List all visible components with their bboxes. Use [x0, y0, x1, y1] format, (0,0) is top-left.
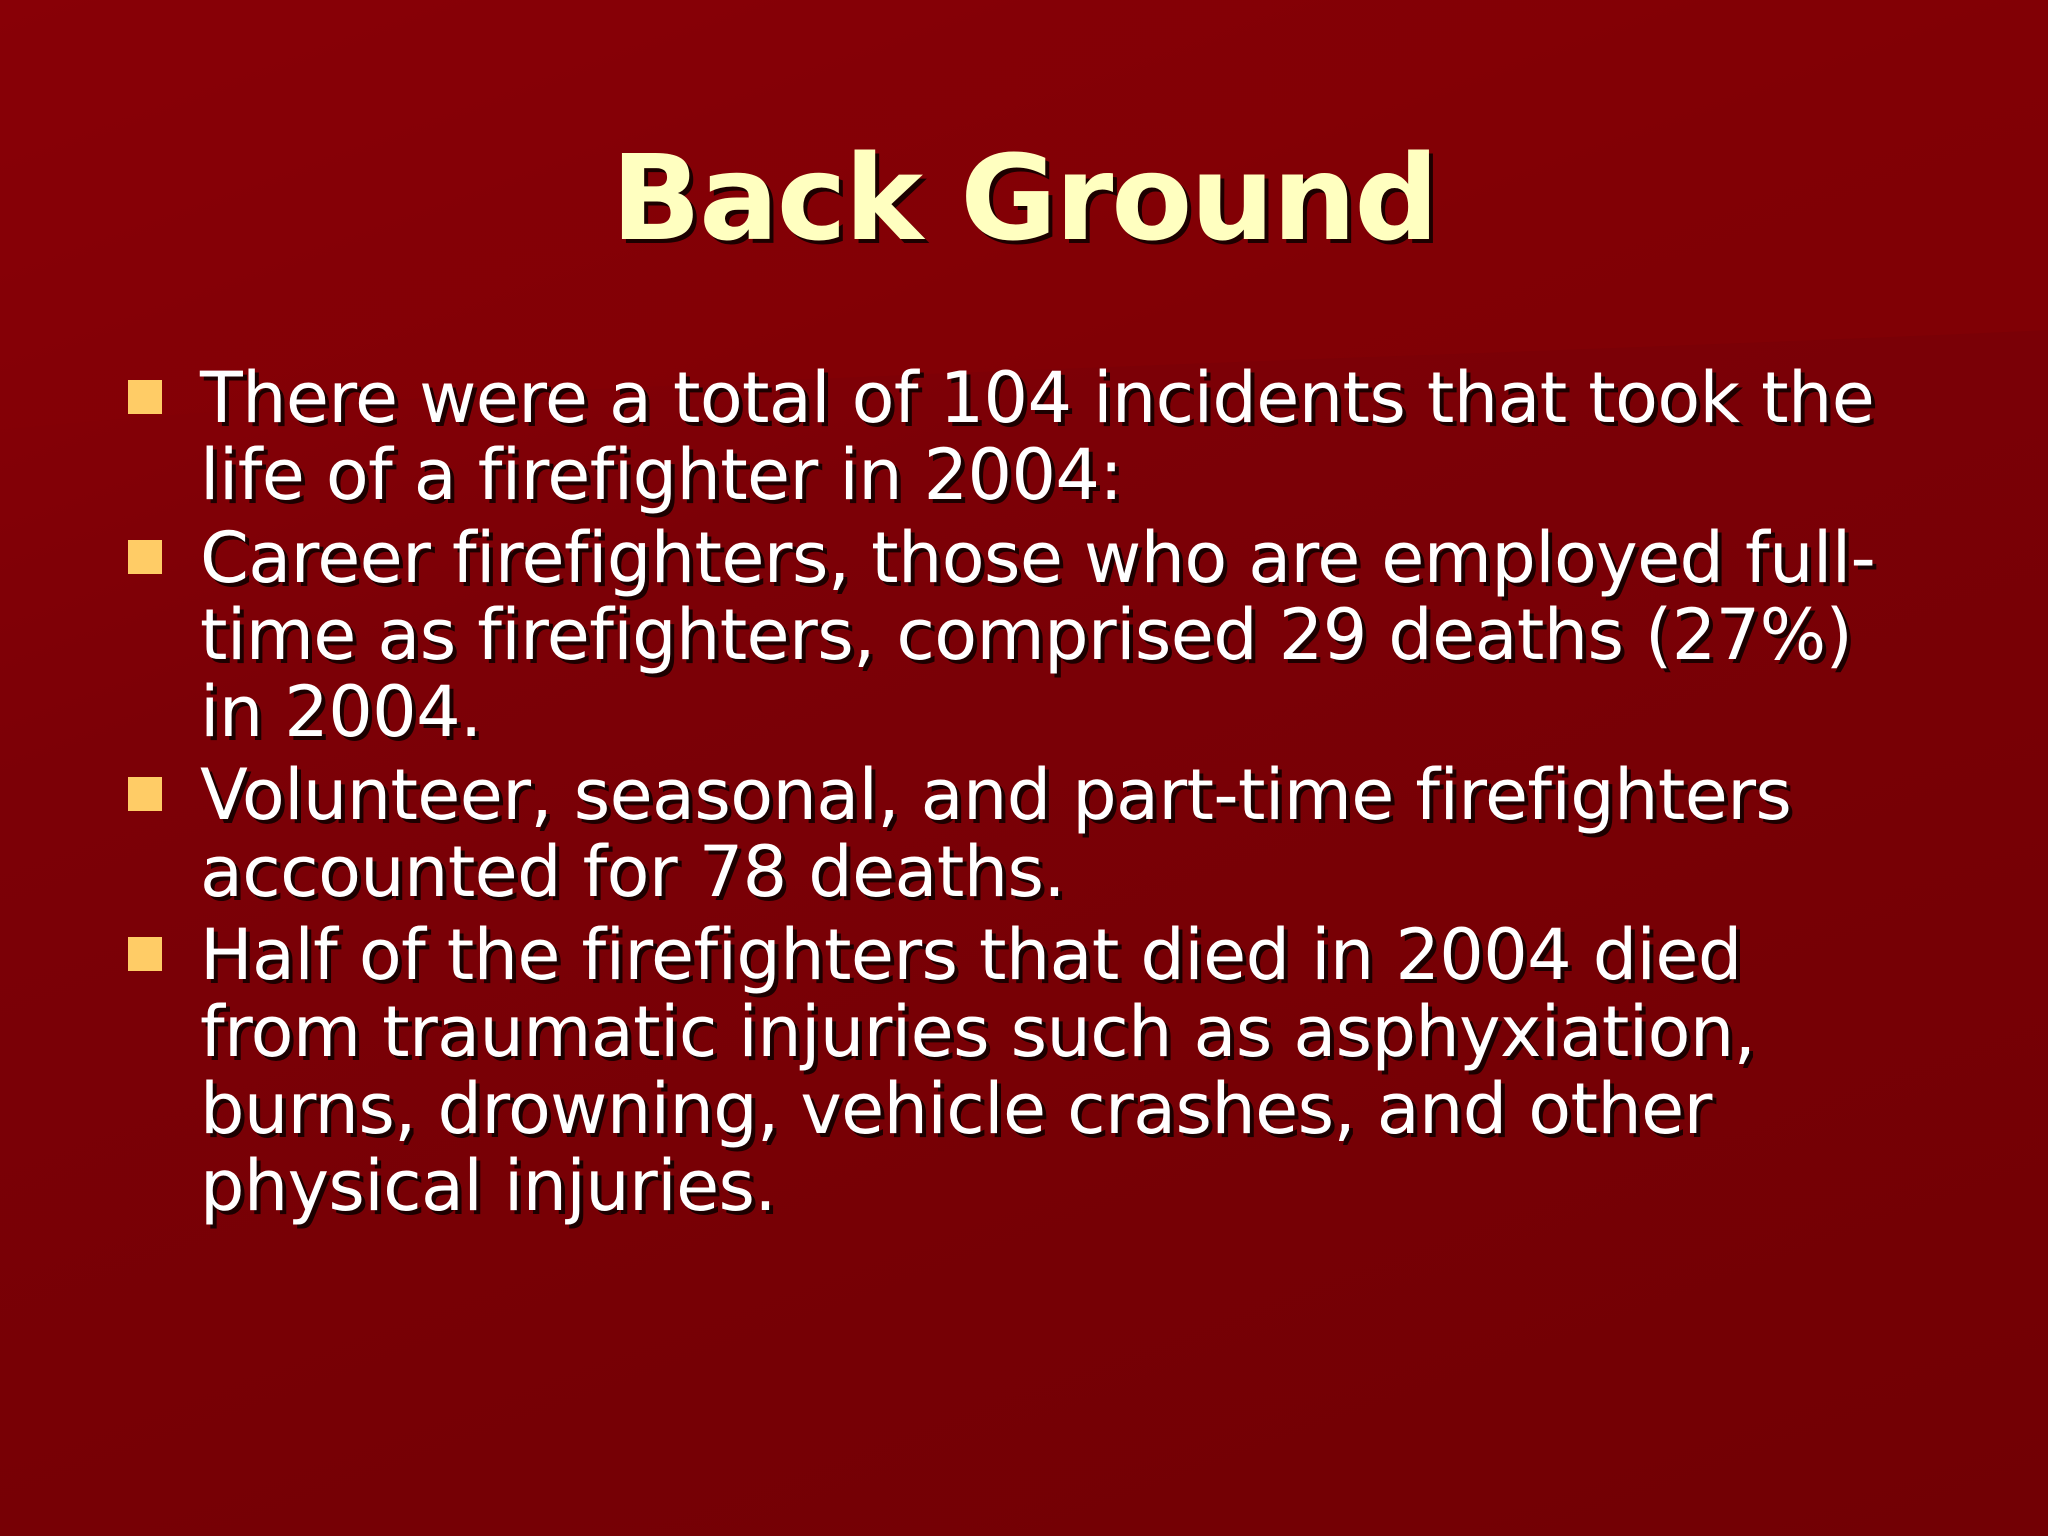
- square-bullet-icon: [128, 380, 162, 414]
- bullet-item: [128, 517, 1958, 753]
- slide-title: Back Ground: [611, 129, 1437, 267]
- bullet-item: [128, 357, 1958, 516]
- bullet-item: [128, 754, 1958, 913]
- bullet-list: [128, 357, 1958, 1231]
- bullet-item: [128, 914, 1958, 1227]
- bullet-text: There were a total of 104 incidents that took the life of a firefighter in 2004:: [200, 357, 1875, 516]
- square-bullet-icon: [128, 540, 162, 574]
- bullet-text: Career firefighters, those who are employed full- time as firefighters, comprised 29 deaths (27%) in 2004.: [200, 517, 1876, 753]
- square-bullet-icon: [128, 777, 162, 811]
- square-bullet-icon: [128, 937, 162, 971]
- bullet-text: Half of the firefighters that died in 2004 died from traumatic injuries such as asphyxiation, burns, drowning, vehicle crashes, and other physical injuries.: [200, 914, 1756, 1227]
- bullet-text: Volunteer, seasonal, and part-time firefighters accounted for 78 deaths.: [200, 754, 1792, 913]
